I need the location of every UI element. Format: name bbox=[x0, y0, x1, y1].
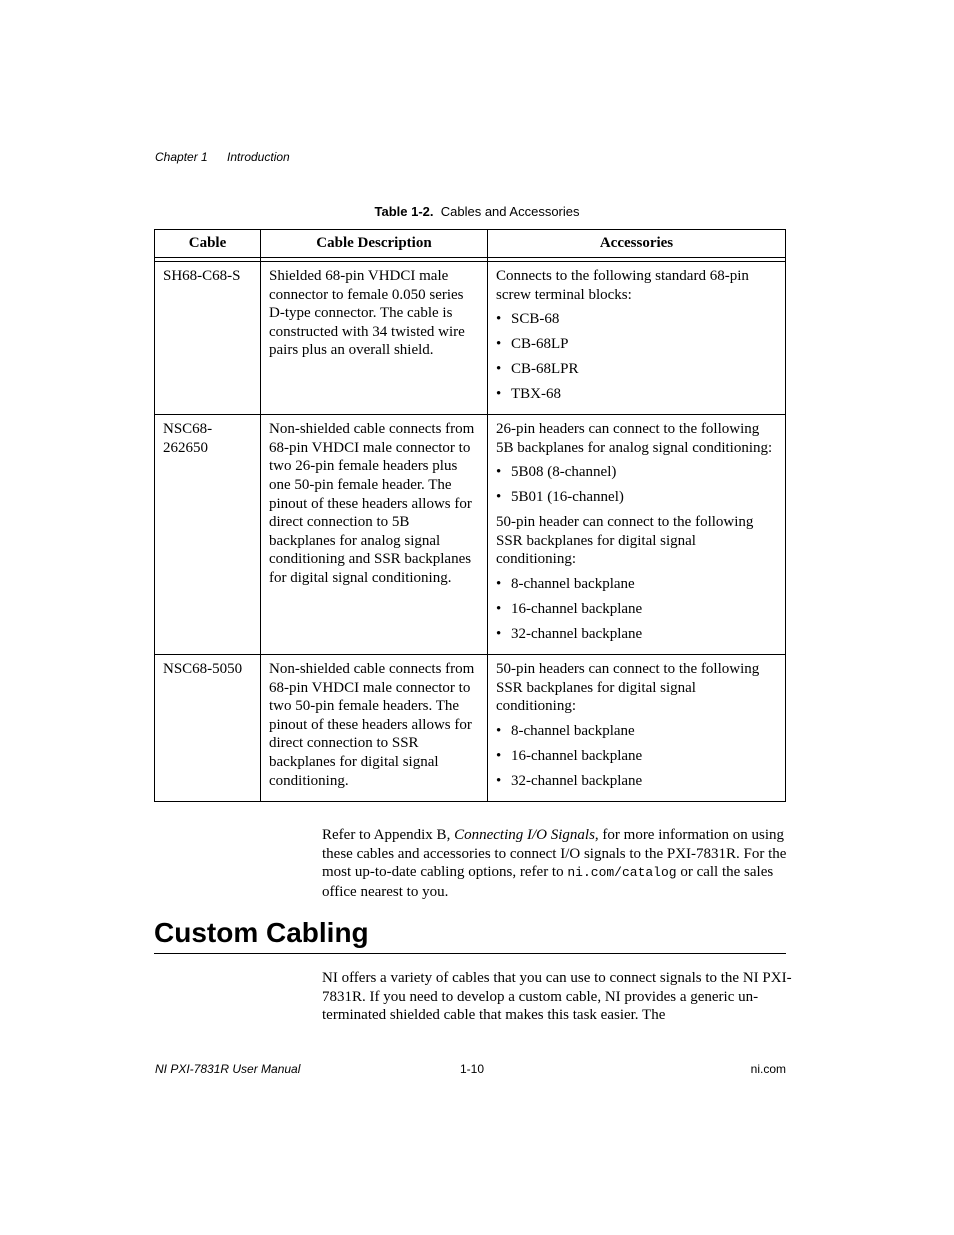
accessories-intro: 50-pin header can connect to the following SSR backplanes for digital signal conditioning: bbox=[496, 514, 754, 568]
accessories-list bbox=[496, 463, 777, 507]
cable-name-cell: SH68-C68-S bbox=[155, 262, 261, 415]
accessory-item: • SCB-68 bbox=[496, 310, 777, 329]
cable-description-cell: Non-shielded cable connects from 68-pin VHDCI male connector to two 50-pin female headers. The pinout of these headers allows for direct connection to SSR backplanes for digital signal conditioning. bbox=[261, 655, 488, 802]
accessory-item: • 5B01 (16-channel) bbox=[496, 488, 777, 507]
refer-paragraph bbox=[322, 826, 792, 901]
para-text: or call the sales office nearest to you. bbox=[322, 864, 774, 900]
accessories-intro: 26-pin headers can connect to the following 5B backplanes for analog signal conditioning: bbox=[496, 421, 773, 456]
custom-cabling-paragraph: NI offers a variety of cables that you can use to connect signals to the NI PXI-7831R. If you need to develop a custom cable, NI provides a generic un-terminated shielded cable that makes this task easier. The bbox=[322, 970, 792, 1024]
header-chapter: Chapter 1 bbox=[155, 150, 208, 164]
accessory-item: • 8-channel backplane bbox=[496, 575, 777, 594]
accessory-item: • CB-68LP bbox=[496, 335, 777, 354]
table-row bbox=[155, 655, 786, 802]
accessories-cell bbox=[488, 262, 786, 415]
catalog-link[interactable]: ni.com/catalog bbox=[567, 865, 677, 881]
cable-name-cell: NSC68-5050 bbox=[155, 655, 261, 802]
appendix-title: Connecting I/O Signals bbox=[454, 827, 595, 843]
accessories-intro: Connects to the following standard 68-pin screw terminal blocks: bbox=[496, 268, 749, 303]
accessory-item: • 32-channel backplane bbox=[496, 625, 777, 644]
accessory-item: • TBX-68 bbox=[496, 385, 777, 404]
table-row bbox=[155, 262, 786, 415]
accessories-cell bbox=[488, 415, 786, 655]
accessory-item: • CB-68LPR bbox=[496, 360, 777, 379]
accessory-item: • 32-channel backplane bbox=[496, 772, 777, 791]
table-row bbox=[155, 415, 786, 655]
cables-table bbox=[154, 229, 786, 802]
accessories-cell bbox=[488, 655, 786, 802]
accessory-item: • 5B08 (8-channel) bbox=[496, 463, 777, 482]
col-header-accessories: Accessories bbox=[488, 230, 786, 258]
accessory-item: • 16-channel backplane bbox=[496, 600, 777, 619]
table-header-row bbox=[155, 230, 786, 258]
cable-name-cell: NSC68-262650 bbox=[155, 415, 261, 655]
table-caption-text: Cables and Accessories bbox=[440, 204, 580, 219]
running-header bbox=[155, 150, 290, 164]
cable-description-cell: Non-shielded cable connects from 68-pin VHDCI male connector to two 26-pin female headers plus one 50-pin female header. The pinout of these headers allows for direct connection to 5B backplanes for analog signal conditioning and SSR backplanes for digital signal conditioning. bbox=[261, 415, 488, 655]
footer-website: ni.com bbox=[750, 1062, 786, 1076]
accessory-item: • 16-channel backplane bbox=[496, 747, 777, 766]
col-header-cable: Cable bbox=[155, 230, 261, 258]
footer-manual-title: NI PXI-7831R User Manual bbox=[155, 1062, 301, 1076]
table-caption-label: Table 1-2. bbox=[374, 204, 434, 219]
section-heading: Custom Cabling bbox=[154, 915, 786, 954]
para-text: , for more information on using these cables and accessories to connect I/O signals to the PXI-7831R. For the most up-to-date cabling options, refer to bbox=[322, 827, 787, 881]
col-header-description: Cable Description bbox=[261, 230, 488, 258]
accessories-intro: 50-pin headers can connect to the following SSR backplanes for digital signal conditioning: bbox=[496, 661, 760, 715]
cable-description-cell: Shielded 68-pin VHDCI male connector to female 0.050 series D-type connector. The cable is constructed with 34 twisted wire pairs plus an overall shield. bbox=[261, 262, 488, 415]
accessories-list bbox=[496, 310, 777, 404]
table-caption bbox=[0, 204, 954, 219]
accessories-list bbox=[496, 722, 777, 791]
table-body bbox=[155, 262, 786, 802]
footer-page-number: 1-10 bbox=[460, 1062, 485, 1076]
accessory-item: • 8-channel backplane bbox=[496, 722, 777, 741]
accessories-list bbox=[496, 575, 777, 644]
para-text: Refer to Appendix B, bbox=[322, 827, 455, 843]
header-title: Introduction bbox=[227, 150, 290, 164]
